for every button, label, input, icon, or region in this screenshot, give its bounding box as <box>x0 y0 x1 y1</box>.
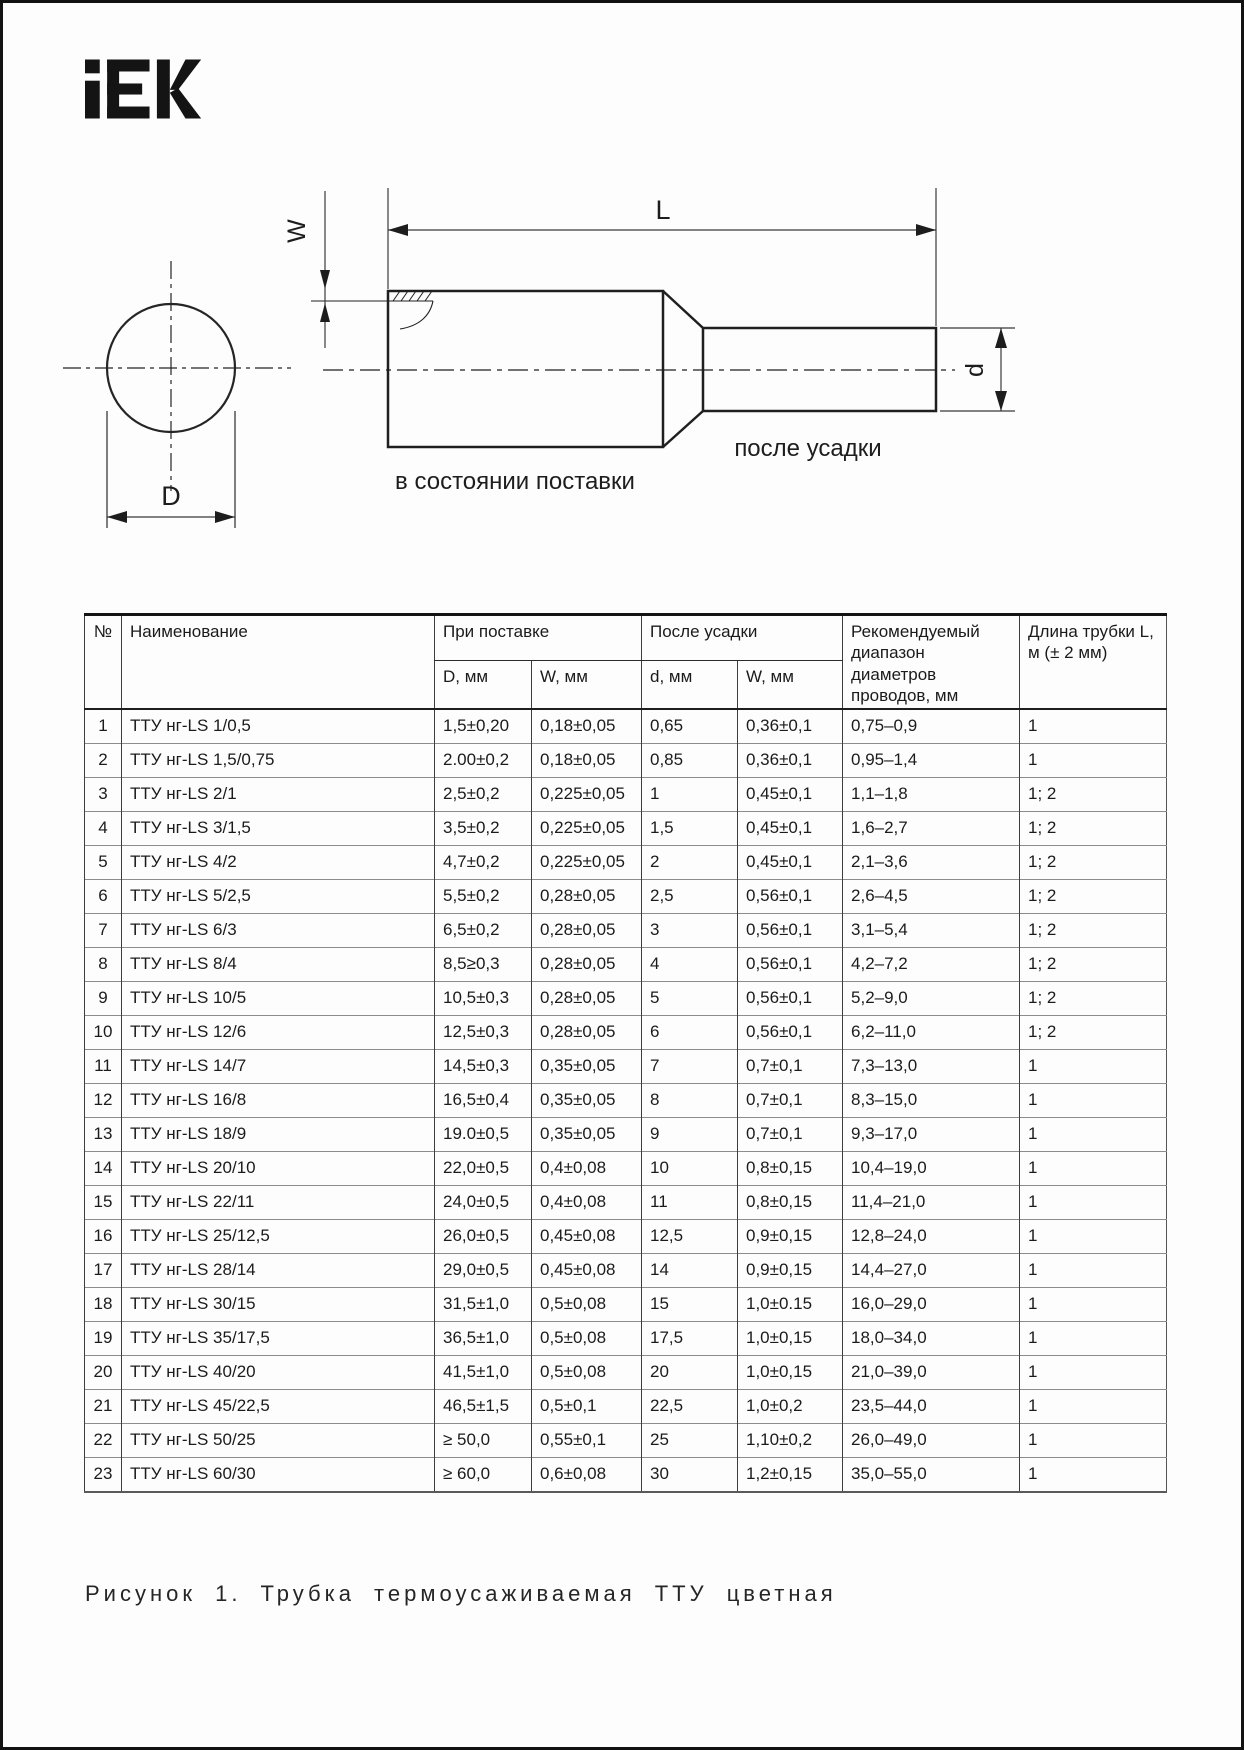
table-cell-length: 1 <box>1020 709 1167 744</box>
table-cell-num: 22 <box>85 1423 122 1457</box>
table-cell-W1: 0,28±0,05 <box>532 947 642 981</box>
table-cell-length: 1; 2 <box>1020 845 1167 879</box>
table-cell-D: 4,7±0,2 <box>435 845 532 879</box>
table-cell-name: ТТУ нг-LS 5/2,5 <box>122 879 435 913</box>
table-cell-W1: 0,4±0,08 <box>532 1185 642 1219</box>
table-cell-W1: 0,5±0,08 <box>532 1287 642 1321</box>
table-row <box>85 1049 1167 1083</box>
table-cell-num: 18 <box>85 1287 122 1321</box>
table-cell-name: ТТУ нг-LS 6/3 <box>122 913 435 947</box>
dim-label-L: L <box>655 195 671 225</box>
table-cell-W1: 0,6±0,08 <box>532 1457 642 1492</box>
table-cell-W2: 0,36±0,1 <box>738 743 843 777</box>
table-row <box>85 811 1167 845</box>
table-cell-W1: 0,4±0,08 <box>532 1151 642 1185</box>
table-cell-D: 3,5±0,2 <box>435 811 532 845</box>
spec-table <box>84 613 1167 1493</box>
arrowhead-up-icon <box>995 328 1007 348</box>
table-cell-W2: 0,45±0,1 <box>738 845 843 879</box>
table-cell-d: 9 <box>642 1117 738 1151</box>
table-cell-D: 29,0±0,5 <box>435 1253 532 1287</box>
table-cell-name: ТТУ нг-LS 10/5 <box>122 981 435 1015</box>
iek-logo <box>85 57 203 121</box>
table-cell-num: 1 <box>85 709 122 744</box>
table-cell-d: 10 <box>642 1151 738 1185</box>
table-cell-W2: 1,0±0,2 <box>738 1389 843 1423</box>
table-cell-d: 7 <box>642 1049 738 1083</box>
table-row <box>85 1389 1167 1423</box>
table-cell-num: 8 <box>85 947 122 981</box>
table-cell-range: 1,1–1,8 <box>843 777 1020 811</box>
table-cell-name: ТТУ нг-LS 30/15 <box>122 1287 435 1321</box>
table-cell-D: ≥ 50,0 <box>435 1423 532 1457</box>
table-cell-length: 1 <box>1020 1151 1167 1185</box>
table-cell-length: 1 <box>1020 1321 1167 1355</box>
table-cell-W1: 0,28±0,05 <box>532 1015 642 1049</box>
table-cell-W1: 0,5±0,08 <box>532 1321 642 1355</box>
table-cell-W2: 0,9±0,15 <box>738 1219 843 1253</box>
table-cell-d: 11 <box>642 1185 738 1219</box>
table-cell-D: 8,5≥0,3 <box>435 947 532 981</box>
table-cell-D: 6,5±0,2 <box>435 913 532 947</box>
table-row <box>85 1287 1167 1321</box>
table-cell-d: 25 <box>642 1423 738 1457</box>
table-cell-num: 9 <box>85 981 122 1015</box>
arrowhead-up-icon <box>320 303 330 322</box>
table-cell-num: 12 <box>85 1083 122 1117</box>
table-row <box>85 1253 1167 1287</box>
table-cell-length: 1 <box>1020 1117 1167 1151</box>
col-header-W-mm: W, мм <box>532 661 642 709</box>
table-cell-d: 0,85 <box>642 743 738 777</box>
table-cell-D: 31,5±1,0 <box>435 1287 532 1321</box>
table-cell-num: 6 <box>85 879 122 913</box>
table-cell-d: 3 <box>642 913 738 947</box>
table-cell-name: ТТУ нг-LS 1/0,5 <box>122 709 435 744</box>
table-cell-W2: 0,56±0,1 <box>738 913 843 947</box>
arrowhead-right-icon <box>916 224 936 236</box>
table-cell-D: 16,5±0,4 <box>435 1083 532 1117</box>
table-cell-D: 19.0±0,5 <box>435 1117 532 1151</box>
table-cell-range: 5,2–9,0 <box>843 981 1020 1015</box>
col-header-d-mm: d, мм <box>642 661 738 709</box>
arrowhead-right-icon <box>215 511 235 523</box>
table-cell-range: 2,6–4,5 <box>843 879 1020 913</box>
table-cell-W2: 1,0±0.15 <box>738 1287 843 1321</box>
table-cell-length: 1; 2 <box>1020 879 1167 913</box>
table-cell-num: 19 <box>85 1321 122 1355</box>
spec-table-header <box>85 615 1167 709</box>
table-cell-num: 16 <box>85 1219 122 1253</box>
table-row <box>85 1015 1167 1049</box>
table-cell-W2: 1,10±0,2 <box>738 1423 843 1457</box>
table-cell-length: 1 <box>1020 1287 1167 1321</box>
table-cell-name: ТТУ нг-LS 22/11 <box>122 1185 435 1219</box>
table-row <box>85 1321 1167 1355</box>
table-row <box>85 845 1167 879</box>
table-cell-D: 2.00±0,2 <box>435 743 532 777</box>
table-cell-num: 15 <box>85 1185 122 1219</box>
table-cell-length: 1 <box>1020 1423 1167 1457</box>
col-header-D-mm: D, мм <box>435 661 532 709</box>
table-cell-W2: 1,2±0,15 <box>738 1457 843 1492</box>
table-cell-num: 14 <box>85 1151 122 1185</box>
table-cell-name: ТТУ нг-LS 20/10 <box>122 1151 435 1185</box>
table-row <box>85 1355 1167 1389</box>
table-cell-num: 17 <box>85 1253 122 1287</box>
table-cell-length: 1 <box>1020 1457 1167 1492</box>
table-cell-W2: 0,9±0,15 <box>738 1253 843 1287</box>
table-row <box>85 1117 1167 1151</box>
table-cell-range: 14,4–27,0 <box>843 1253 1020 1287</box>
note-as-delivered: в состоянии поставки <box>395 468 635 495</box>
table-cell-W1: 0,55±0,1 <box>532 1423 642 1457</box>
table-cell-name: ТТУ нг-LS 8/4 <box>122 947 435 981</box>
table-cell-d: 5 <box>642 981 738 1015</box>
table-cell-W2: 1,0±0,15 <box>738 1321 843 1355</box>
table-cell-W1: 0,35±0,05 <box>532 1083 642 1117</box>
table-cell-range: 10,4–19,0 <box>843 1151 1020 1185</box>
table-cell-num: 21 <box>85 1389 122 1423</box>
spec-table-body <box>85 709 1167 1492</box>
table-cell-num: 5 <box>85 845 122 879</box>
table-cell-length: 1 <box>1020 743 1167 777</box>
table-cell-d: 17,5 <box>642 1321 738 1355</box>
table-cell-D: 26,0±0,5 <box>435 1219 532 1253</box>
table-cell-D: 46,5±1,5 <box>435 1389 532 1423</box>
col-header-number: № <box>85 615 122 709</box>
table-cell-num: 20 <box>85 1355 122 1389</box>
table-cell-name: ТТУ нг-LS 1,5/0,75 <box>122 743 435 777</box>
table-row <box>85 709 1167 744</box>
table-cell-range: 4,2–7,2 <box>843 947 1020 981</box>
table-cell-range: 7,3–13,0 <box>843 1049 1020 1083</box>
table-cell-W1: 0,28±0,05 <box>532 879 642 913</box>
table-cell-W1: 0,45±0,08 <box>532 1219 642 1253</box>
arrowhead-down-icon <box>320 270 330 289</box>
table-cell-d: 4 <box>642 947 738 981</box>
table-row <box>85 913 1167 947</box>
table-row <box>85 1457 1167 1492</box>
table-cell-W2: 0,56±0,1 <box>738 1015 843 1049</box>
table-cell-num: 4 <box>85 811 122 845</box>
table-row <box>85 743 1167 777</box>
note-after-shrink: после усадки <box>734 435 882 462</box>
table-cell-range: 9,3–17,0 <box>843 1117 1020 1151</box>
table-cell-range: 8,3–15,0 <box>843 1083 1020 1117</box>
table-cell-num: 11 <box>85 1049 122 1083</box>
table-cell-name: ТТУ нг-LS 12/6 <box>122 1015 435 1049</box>
table-cell-D: 14,5±0,3 <box>435 1049 532 1083</box>
table-cell-W2: 0,45±0,1 <box>738 811 843 845</box>
table-cell-range: 0,75–0,9 <box>843 709 1020 744</box>
table-cell-W2: 0,56±0,1 <box>738 879 843 913</box>
table-row <box>85 777 1167 811</box>
table-cell-range: 1,6–2,7 <box>843 811 1020 845</box>
table-row <box>85 1083 1167 1117</box>
table-cell-W1: 0,225±0,05 <box>532 777 642 811</box>
dim-label-D: D <box>161 481 181 511</box>
table-cell-name: ТТУ нг-LS 45/22,5 <box>122 1389 435 1423</box>
table-cell-length: 1; 2 <box>1020 1015 1167 1049</box>
table-cell-name: ТТУ нг-LS 14/7 <box>122 1049 435 1083</box>
table-cell-range: 35,0–55,0 <box>843 1457 1020 1492</box>
table-cell-name: ТТУ нг-LS 28/14 <box>122 1253 435 1287</box>
table-cell-range: 6,2–11,0 <box>843 1015 1020 1049</box>
table-cell-W2: 1,0±0,15 <box>738 1355 843 1389</box>
table-cell-d: 20 <box>642 1355 738 1389</box>
side-view-tube <box>311 291 955 447</box>
table-cell-num: 3 <box>85 777 122 811</box>
table-cell-range: 3,1–5,4 <box>843 913 1020 947</box>
table-cell-W1: 0,225±0,05 <box>532 811 642 845</box>
table-cell-D: 36,5±1,0 <box>435 1321 532 1355</box>
end-view-circle <box>63 261 291 491</box>
dim-label-d: d <box>961 363 989 377</box>
table-cell-length: 1 <box>1020 1083 1167 1117</box>
table-cell-num: 13 <box>85 1117 122 1151</box>
table-row <box>85 879 1167 913</box>
table-cell-d: 1 <box>642 777 738 811</box>
table-cell-num: 7 <box>85 913 122 947</box>
table-row <box>85 1219 1167 1253</box>
table-cell-W2: 0,36±0,1 <box>738 709 843 744</box>
table-cell-W2: 0,7±0,1 <box>738 1049 843 1083</box>
col-group-delivery: При поставке <box>435 615 642 661</box>
table-cell-name: ТТУ нг-LS 16/8 <box>122 1083 435 1117</box>
dim-label-W: W <box>283 219 311 243</box>
table-cell-d: 30 <box>642 1457 738 1492</box>
table-cell-D: 2,5±0,2 <box>435 777 532 811</box>
table-cell-length: 1 <box>1020 1185 1167 1219</box>
table-cell-length: 1 <box>1020 1219 1167 1253</box>
table-cell-W2: 0,56±0,1 <box>738 981 843 1015</box>
table-cell-W1: 0,28±0,05 <box>532 981 642 1015</box>
table-row <box>85 1151 1167 1185</box>
table-cell-range: 12,8–24,0 <box>843 1219 1020 1253</box>
col-group-shrunk: После усадки <box>642 615 843 661</box>
table-cell-name: ТТУ нг-LS 60/30 <box>122 1457 435 1492</box>
table-cell-range: 23,5–44,0 <box>843 1389 1020 1423</box>
table-cell-d: 0,65 <box>642 709 738 744</box>
table-cell-length: 1; 2 <box>1020 811 1167 845</box>
table-cell-d: 2 <box>642 845 738 879</box>
table-cell-W1: 0,5±0,1 <box>532 1389 642 1423</box>
table-cell-d: 8 <box>642 1083 738 1117</box>
table-cell-d: 1,5 <box>642 811 738 845</box>
heat-shrink-tube-drawing <box>3 143 1244 543</box>
table-cell-W2: 0,45±0,1 <box>738 777 843 811</box>
arrowhead-left-icon <box>388 224 408 236</box>
table-cell-d: 15 <box>642 1287 738 1321</box>
table-cell-d: 14 <box>642 1253 738 1287</box>
table-cell-range: 16,0–29,0 <box>843 1287 1020 1321</box>
table-cell-name: ТТУ нг-LS 35/17,5 <box>122 1321 435 1355</box>
table-row <box>85 981 1167 1015</box>
col-header-name: Наименование <box>122 615 435 709</box>
dimension-W <box>283 191 330 348</box>
table-row <box>85 1185 1167 1219</box>
table-cell-name: ТТУ нг-LS 40/20 <box>122 1355 435 1389</box>
table-cell-D: ≥ 60,0 <box>435 1457 532 1492</box>
table-cell-W1: 0,18±0,05 <box>532 743 642 777</box>
table-cell-length: 1; 2 <box>1020 981 1167 1015</box>
table-cell-D: 12,5±0,3 <box>435 1015 532 1049</box>
table-cell-W1: 0,5±0,08 <box>532 1355 642 1389</box>
figure-caption: Рисунок 1. Трубка термоусаживаемая ТТУ цветная <box>85 1581 837 1606</box>
table-cell-D: 10,5±0,3 <box>435 981 532 1015</box>
table-cell-length: 1; 2 <box>1020 777 1167 811</box>
table-cell-num: 2 <box>85 743 122 777</box>
table-cell-D: 41,5±1,0 <box>435 1355 532 1389</box>
table-row <box>85 947 1167 981</box>
table-cell-range: 18,0–34,0 <box>843 1321 1020 1355</box>
table-cell-W1: 0,225±0,05 <box>532 845 642 879</box>
table-cell-range: 21,0–39,0 <box>843 1355 1020 1389</box>
table-cell-W1: 0,18±0,05 <box>532 709 642 744</box>
table-cell-W2: 0,8±0,15 <box>738 1151 843 1185</box>
col-header-W2-mm: W, мм <box>738 661 843 709</box>
table-cell-W1: 0,35±0,05 <box>532 1117 642 1151</box>
table-cell-length: 1; 2 <box>1020 947 1167 981</box>
table-cell-range: 0,95–1,4 <box>843 743 1020 777</box>
table-cell-W2: 0,7±0,1 <box>738 1117 843 1151</box>
arrowhead-left-icon <box>107 511 127 523</box>
dimension-d <box>940 328 1015 411</box>
table-cell-W1: 0,45±0,08 <box>532 1253 642 1287</box>
table-cell-length: 1 <box>1020 1253 1167 1287</box>
table-cell-D: 5,5±0,2 <box>435 879 532 913</box>
arrowhead-down-icon <box>995 391 1007 411</box>
table-cell-name: ТТУ нг-LS 3/1,5 <box>122 811 435 845</box>
table-cell-D: 24,0±0,5 <box>435 1185 532 1219</box>
table-cell-name: ТТУ нг-LS 2/1 <box>122 777 435 811</box>
table-cell-d: 22,5 <box>642 1389 738 1423</box>
table-cell-W1: 0,28±0,05 <box>532 913 642 947</box>
table-cell-length: 1 <box>1020 1355 1167 1389</box>
table-cell-d: 12,5 <box>642 1219 738 1253</box>
table-cell-name: ТТУ нг-LS 18/9 <box>122 1117 435 1151</box>
table-cell-name: ТТУ нг-LS 25/12,5 <box>122 1219 435 1253</box>
table-cell-name: ТТУ нг-LS 50/25 <box>122 1423 435 1457</box>
table-cell-num: 10 <box>85 1015 122 1049</box>
table-cell-length: 1 <box>1020 1389 1167 1423</box>
table-cell-W2: 0,56±0,1 <box>738 947 843 981</box>
table-cell-d: 6 <box>642 1015 738 1049</box>
table-row <box>85 1423 1167 1457</box>
table-cell-range: 2,1–3,6 <box>843 845 1020 879</box>
col-header-range: Рекомендуемый диапазон диаметров проводов, мм <box>843 615 1020 709</box>
table-cell-D: 22,0±0,5 <box>435 1151 532 1185</box>
table-cell-range: 11,4–21,0 <box>843 1185 1020 1219</box>
table-cell-D: 1,5±0,20 <box>435 709 532 744</box>
table-cell-W1: 0,35±0,05 <box>532 1049 642 1083</box>
table-cell-range: 26,0–49,0 <box>843 1423 1020 1457</box>
table-cell-W2: 0,7±0,1 <box>738 1083 843 1117</box>
table-cell-num: 23 <box>85 1457 122 1492</box>
table-cell-W2: 0,8±0,15 <box>738 1185 843 1219</box>
table-cell-length: 1; 2 <box>1020 913 1167 947</box>
table-cell-length: 1 <box>1020 1049 1167 1083</box>
col-header-length: Длина трубки L, м (± 2 мм) <box>1020 615 1167 709</box>
table-cell-name: ТТУ нг-LS 4/2 <box>122 845 435 879</box>
table-cell-d: 2,5 <box>642 879 738 913</box>
